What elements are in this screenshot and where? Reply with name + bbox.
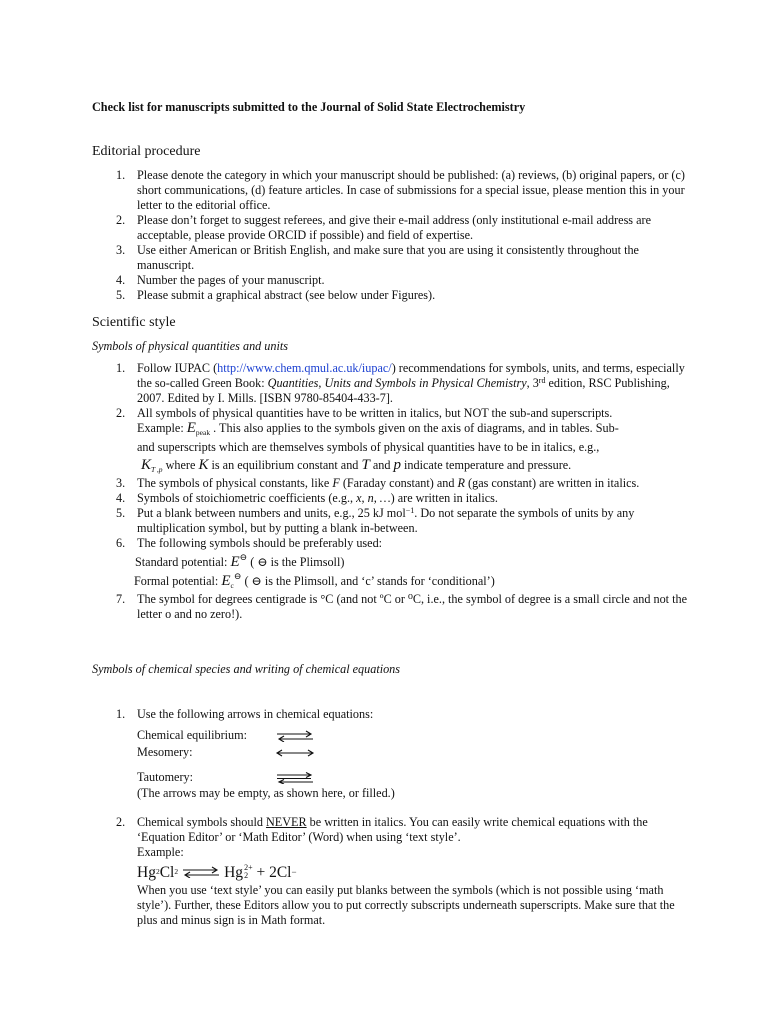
list-item: 5. Please submit a graphical abstract (see below under Figures). <box>116 288 436 302</box>
list-item: 1. Follow IUPAC (http://www.chem.qmul.ac.uk/iupac/) recommendations for symbols, units, and terms, especially the so-called Green Book: Quantities, Units and Symbols in Physical Chemistry, 3rd edition, RSC Publishing, 2007. Edited by I. Mills. [ISBN 9780-85404-433-7]. <box>116 361 685 405</box>
list-item: 2. All symbols of physical quantities have to be written in italics, but NOT the sub-and superscripts. Example: $E_{peak}$ . This also applies to the symbols given on the axis of diagrams, and in tables. Sub- and superscripts which are themselves symbols of physical quantities have to be in italics, e.g., $K_{T ,p}$ where K is an equilibrium constant and T and p indicate temperature and pressure. <box>116 406 619 474</box>
arrow-row-tautomery: Tautomery: <box>137 770 692 785</box>
equilibrium-arrow-icon <box>275 730 315 742</box>
list-item: 4. Number the pages of your manuscript. <box>116 273 325 287</box>
arrow-row-equilibrium: Chemical equilibrium: <box>137 728 692 743</box>
iupac-link[interactable]: http://www.chem.qmul.ac.uk/iupac/ <box>217 361 392 375</box>
subheading-chemical-species: Symbols of chemical species and writing of chemical equations <box>92 662 401 676</box>
physical-symbols-list <box>92 361 692 622</box>
list-item: 2. Please don’t forget to suggest referees, and give their e-mail address (only institutional e-mail address are acceptable, please provide ORCID if possible) and field of expertise. <box>116 213 651 242</box>
tautomery-arrow-icon <box>275 772 315 784</box>
mesomery-arrow-icon <box>275 747 315 759</box>
editorial-list <box>92 168 692 303</box>
heading-scientific-style: Scientific style <box>92 315 176 330</box>
plimsoll-icon: ⊖ <box>239 552 248 562</box>
list-item: 7. The symbol for degrees centigrade is °C (and not ºC or ⁰C, i.e., the symbol of degree is a small circle and not the letter o and no zero!). <box>116 592 687 621</box>
list-item: 1. Please denote the category in which your manuscript should be published: (a) reviews, (b) original papers, or (c) short communications, (d) feature articles. In case of submissions for a special issue, please mention this in your letter to the editorial office. <box>116 168 685 212</box>
chemical-list <box>92 707 692 928</box>
list-item: 2. Chemical symbols should NEVER be written in italics. You can easily write chemical equations with the ‘Equation Editor’ or ‘Math Editor’ (Word) when using ‘text style’. Example: Hg 2 Cl 2 Hg 2+ 2 + 2Cl − When you use ‘text style’ you can easily put blanks between the symbols (which is not possible using ‘math style’). Further, these Editors allow you to put correctly subscripts underneath superscripts. Make sure that the plus and minus sign is in Math format. <box>92 815 692 928</box>
list-item: 6. The following symbols should be preferably used: Standard potential: E⊖ ( ⊖ is the Plimsoll) Formal potential: $E_c^⊖$ ( ⊖ is the Plimsoll, and ‘c’ stands for ‘conditional’) <box>116 536 495 590</box>
heading-editorial-procedure: Editorial procedure <box>92 144 201 159</box>
example-equation: Hg 2 Cl 2 Hg 2+ 2 + 2Cl − <box>137 863 297 881</box>
plimsoll-icon: ⊖ <box>233 571 242 581</box>
list-item: 4. Symbols of stoichiometric coefficients (e.g., x, n, …) are written in italics. <box>116 491 498 505</box>
list-item: 3. The symbols of physical constants, like F (Faraday constant) and R (gas constant) are written in italics. <box>116 476 640 490</box>
equilibrium-arrow-icon <box>181 866 221 878</box>
list-item: 5. Put a blank between numbers and units, e.g., 25 kJ mol$^{-1}$. Do not separate the symbols of units by any multiplication symbol, but by putting a blank in-between. <box>116 506 635 535</box>
arrow-row-mesomery: Mesomery: <box>137 745 692 760</box>
document-title: Check list for manuscripts submitted to the Journal of Solid State Electrochemistry <box>92 100 526 114</box>
list-item: 1. Use the following arrows in chemical equations: Chemical equilibrium: Mesomery: Tautomery: (The arrows may be empty, as shown here, or filled.) <box>92 707 692 801</box>
subheading-symbols-physical: Symbols of physical quantities and units <box>92 339 289 353</box>
list-item: 3. Use either American or British English, and make sure that you are using it consistently throughout the manuscript. <box>116 243 639 272</box>
